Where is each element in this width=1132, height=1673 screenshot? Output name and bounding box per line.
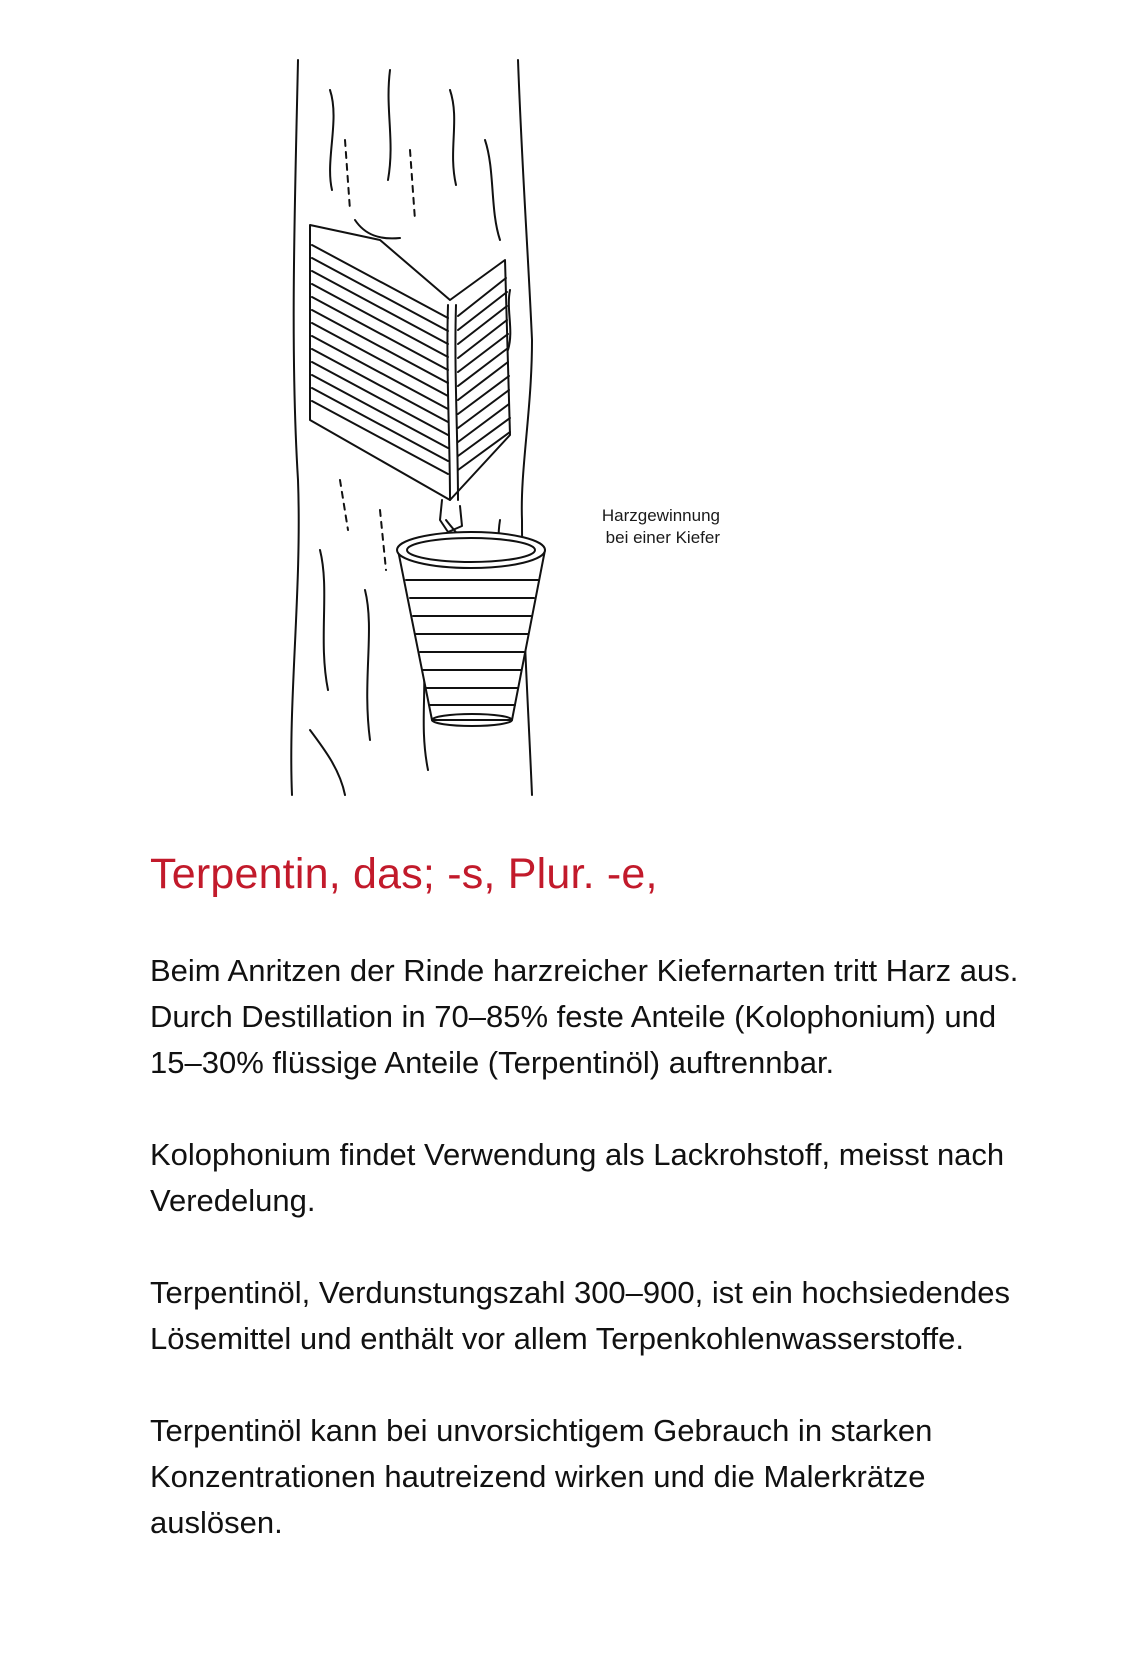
- caption-line-1: Harzgewinnung: [601, 506, 720, 525]
- entry-body: [150, 948, 1030, 1592]
- entry-headword: Terpentin, das; -s, Plur. -e,: [150, 850, 658, 898]
- paragraph-turpentine-oil-warning: Terpentinöl kann bei unvorsichtigem Gebrauch in starken Konzentrationen hautreizend wirken und die Malerkrätze auslösen.: [150, 1413, 933, 1540]
- pine-resin-tapping-illustration: [270, 50, 730, 810]
- illustration-caption: [560, 505, 720, 549]
- paragraph-turpentine-oil-properties: Terpentinöl, Verdunstungszahl 300–900, ist ein hochsiedendes Lösemittel und enthält vor allem Terpenkohlenwasserstoffe.: [150, 1275, 1011, 1356]
- tree-trunk-right-edge: [518, 60, 532, 795]
- paragraph-resin-extraction: Beim Anritzen der Rinde harzreicher Kiefernarten tritt Harz aus. Durch Destillation in 70–85% feste Anteile (Kolophonium) und 15–30% flüssige Anteile (Terpentinöl) auftrennbar.: [150, 953, 1019, 1080]
- paragraph-colophony-use: Kolophonium findet Verwendung als Lackrohstoff, meisst nach Veredelung.: [150, 1137, 1005, 1218]
- resin-cup: [397, 532, 545, 726]
- caption-line-2: bei einer Kiefer: [605, 528, 720, 547]
- tree-trunk-left-edge: [291, 60, 298, 795]
